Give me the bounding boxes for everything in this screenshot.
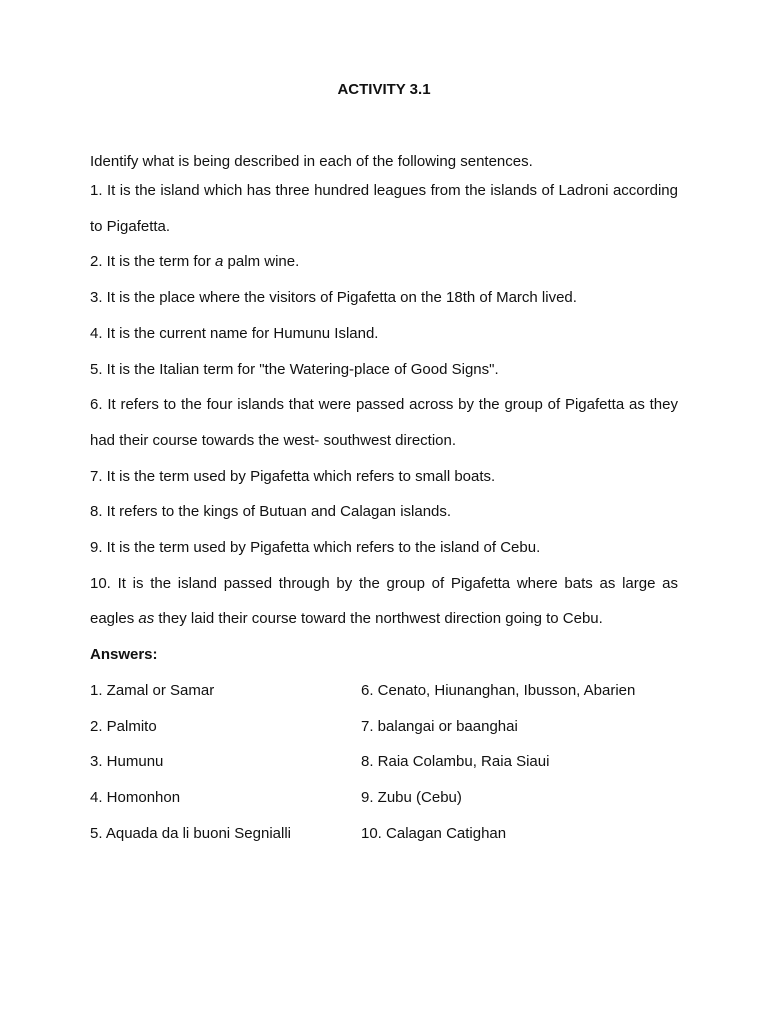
answer-item: 3. Humunu [90,753,164,771]
question-item [90,566,678,637]
question-item: 7. It is the term used by Pigafetta which refers to small boats. [90,467,496,485]
answer-item: 5. Aquada da li buoni Segnialli [90,824,291,842]
answer-item: 10. Calagan Catighan [361,824,507,842]
question-emphasis: a [215,253,224,271]
question-text: they laid their course toward the northwest direction going to Cebu. [154,610,603,628]
question-emphasis: as [138,610,155,628]
answer-item: 9. Zubu (Cebu) [361,788,462,806]
answers-grid [90,673,678,852]
answer-item: 7. balangai or baanghai [361,717,518,735]
page-title: ACTIVITY 3.1 [337,81,431,98]
question-text: 2. It is the term for [90,253,216,271]
instructions: Identify what is being described in each of the following sentences. [90,153,533,170]
question-item: 5. It is the Italian term for "the Watering-place of Good Signs". [90,360,499,378]
question-item: 3. It is the place where the visitors of Pigafetta on the 18th of March lived. [90,289,577,307]
question-item: 4. It is the current name for Humunu Island. [90,324,379,342]
answer-item: 2. Palmito [90,717,157,735]
answer-item: 6. Cenato, Hiunanghan, Ibusson, Abarien [361,681,636,699]
question-item [90,244,678,280]
question-text: 10. It is the island passed through by the group of Pigafetta where bats as large as eagles [90,574,678,628]
question-item: 6. It refers to the four islands that were passed across by the group of Pigafetta as they had their course towards the west- southwest direction. [90,396,678,449]
question-item: 9. It is the term used by Pigafetta which refers to the island of Cebu. [90,539,541,557]
answer-item: 4. Homonhon [90,788,181,806]
question-list [90,173,678,637]
answer-item: 1. Zamal or Samar [90,681,215,699]
answers-heading: Answers: [90,646,158,664]
question-item: 1. It is the island which has three hundred leagues from the islands of Ladroni according to Pigafetta. [90,182,678,235]
answer-item: 8. Raia Colambu, Raia Siaui [361,753,550,771]
question-item: 8. It refers to the kings of Butuan and Calagan islands. [90,503,452,521]
question-text: palm wine. [223,253,300,271]
